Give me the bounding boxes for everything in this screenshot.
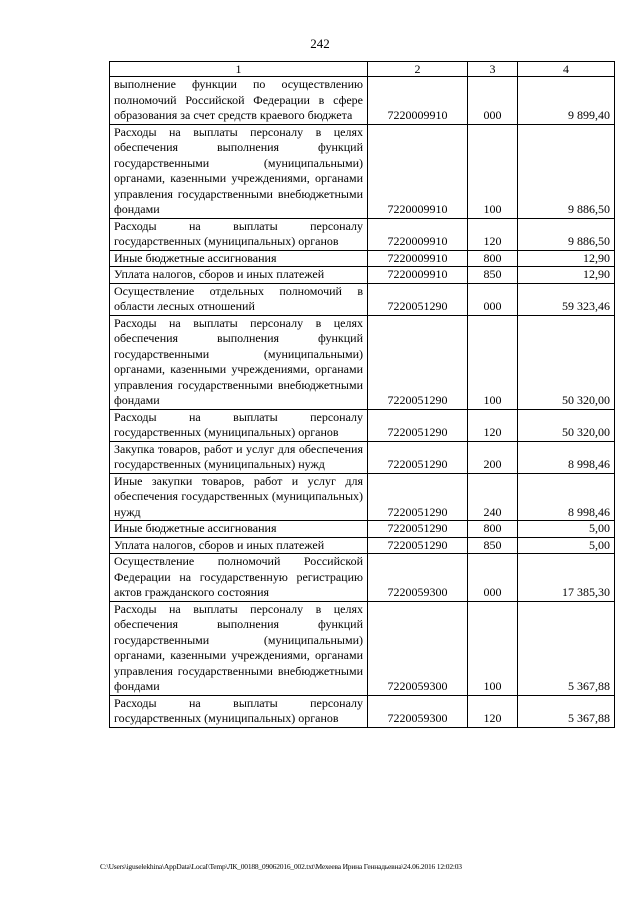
row-code: 7220009910 bbox=[368, 218, 468, 250]
row-amount: 8 998,46 bbox=[518, 473, 615, 521]
budget-table bbox=[109, 61, 615, 728]
header-col-4: 4 bbox=[518, 62, 615, 77]
row-name: Иные бюджетные ассигнования bbox=[110, 521, 368, 538]
table-row bbox=[110, 218, 615, 250]
table-row bbox=[110, 315, 615, 409]
row-type: 200 bbox=[468, 441, 518, 473]
row-name: Уплата налогов, сборов и иных платежей bbox=[110, 267, 368, 284]
row-code: 7220009910 bbox=[368, 124, 468, 218]
row-code: 7220051290 bbox=[368, 315, 468, 409]
row-code: 7220051290 bbox=[368, 521, 468, 538]
row-type: 800 bbox=[468, 250, 518, 267]
row-code: 7220059300 bbox=[368, 601, 468, 695]
table-row bbox=[110, 409, 615, 441]
table-header-row bbox=[110, 62, 615, 77]
row-type: 120 bbox=[468, 695, 518, 727]
row-type: 100 bbox=[468, 124, 518, 218]
row-name: Расходы на выплаты персоналу в целях обеспечения выполнения функций государственными (муниципальными) органами, казенными учреждениями, органами управления государственными внебюджетными фондами bbox=[110, 315, 368, 409]
row-name: Расходы на выплаты персоналу государственных (муниципальных) органов bbox=[110, 409, 368, 441]
table-row bbox=[110, 601, 615, 695]
row-name: Осуществление отдельных полномочий в области лесных отношений bbox=[110, 283, 368, 315]
row-name: Осуществление полномочий Российской Федерации на государственную регистрацию актов гражданского состояния bbox=[110, 554, 368, 602]
row-amount: 5 367,88 bbox=[518, 695, 615, 727]
row-code: 7220051290 bbox=[368, 441, 468, 473]
row-type: 120 bbox=[468, 409, 518, 441]
row-name: Расходы на выплаты персоналу государственных (муниципальных) органов bbox=[110, 695, 368, 727]
file-path-footer: C:\Users\iguselekhina\AppData\Local\Temp\ЛК_00188_09062016_002.txt\Мехеева Ирина Геннадьевна\24.06.2016 12:02:03 bbox=[100, 862, 462, 871]
row-name: Уплата налогов, сборов и иных платежей bbox=[110, 537, 368, 554]
header-col-2: 2 bbox=[368, 62, 468, 77]
table-row bbox=[110, 283, 615, 315]
row-name: Иные закупки товаров, работ и услуг для обеспечения государственных (муниципальных) нужд bbox=[110, 473, 368, 521]
table-row bbox=[110, 521, 615, 538]
row-type: 850 bbox=[468, 537, 518, 554]
table-row bbox=[110, 441, 615, 473]
row-amount: 5,00 bbox=[518, 537, 615, 554]
row-type: 120 bbox=[468, 218, 518, 250]
row-amount: 9 886,50 bbox=[518, 124, 615, 218]
row-code: 7220009910 bbox=[368, 250, 468, 267]
row-code: 7220051290 bbox=[368, 409, 468, 441]
row-code: 7220009910 bbox=[368, 267, 468, 284]
row-name: Закупка товаров, работ и услуг для обеспечения государственных (муниципальных) нужд bbox=[110, 441, 368, 473]
row-amount: 50 320,00 bbox=[518, 409, 615, 441]
row-code: 7220059300 bbox=[368, 695, 468, 727]
row-type: 000 bbox=[468, 283, 518, 315]
table-row bbox=[110, 267, 615, 284]
row-code: 7220051290 bbox=[368, 473, 468, 521]
row-amount: 12,90 bbox=[518, 250, 615, 267]
header-col-1: 1 bbox=[110, 62, 368, 77]
row-type: 000 bbox=[468, 554, 518, 602]
table-row bbox=[110, 537, 615, 554]
table-row bbox=[110, 473, 615, 521]
row-type: 100 bbox=[468, 315, 518, 409]
row-amount: 9 886,50 bbox=[518, 218, 615, 250]
row-amount: 12,90 bbox=[518, 267, 615, 284]
row-name: Расходы на выплаты персоналу в целях обеспечения выполнения функций государственными (муниципальными) органами, казенными учреждениями, органами управления государственными внебюджетными фондами bbox=[110, 124, 368, 218]
row-amount: 8 998,46 bbox=[518, 441, 615, 473]
table-row bbox=[110, 77, 615, 125]
table-row bbox=[110, 124, 615, 218]
row-name: Расходы на выплаты персоналу государственных (муниципальных) органов bbox=[110, 218, 368, 250]
row-type: 240 bbox=[468, 473, 518, 521]
row-amount: 17 385,30 bbox=[518, 554, 615, 602]
row-type: 850 bbox=[468, 267, 518, 284]
row-amount: 50 320,00 bbox=[518, 315, 615, 409]
table-row bbox=[110, 554, 615, 602]
row-name: Иные бюджетные ассигнования bbox=[110, 250, 368, 267]
row-name: Расходы на выплаты персоналу в целях обеспечения выполнения функций государственными (муниципальными) органами, казенными учреждениями, органами управления государственными внебюджетными фондами bbox=[110, 601, 368, 695]
row-code: 7220051290 bbox=[368, 283, 468, 315]
row-type: 000 bbox=[468, 77, 518, 125]
row-code: 7220051290 bbox=[368, 537, 468, 554]
page-number: 242 bbox=[310, 36, 330, 51]
header-col-3: 3 bbox=[468, 62, 518, 77]
row-amount: 5,00 bbox=[518, 521, 615, 538]
row-amount: 59 323,46 bbox=[518, 283, 615, 315]
table-row bbox=[110, 695, 615, 727]
row-code: 7220059300 bbox=[368, 554, 468, 602]
row-type: 800 bbox=[468, 521, 518, 538]
row-name: выполнение функции по осуществлению полномочий Российской Федерации в сфере образования за счет средств краевого бюджета bbox=[110, 77, 368, 125]
row-amount: 9 899,40 bbox=[518, 77, 615, 125]
row-code: 7220009910 bbox=[368, 77, 468, 125]
row-type: 100 bbox=[468, 601, 518, 695]
table-row bbox=[110, 250, 615, 267]
row-amount: 5 367,88 bbox=[518, 601, 615, 695]
